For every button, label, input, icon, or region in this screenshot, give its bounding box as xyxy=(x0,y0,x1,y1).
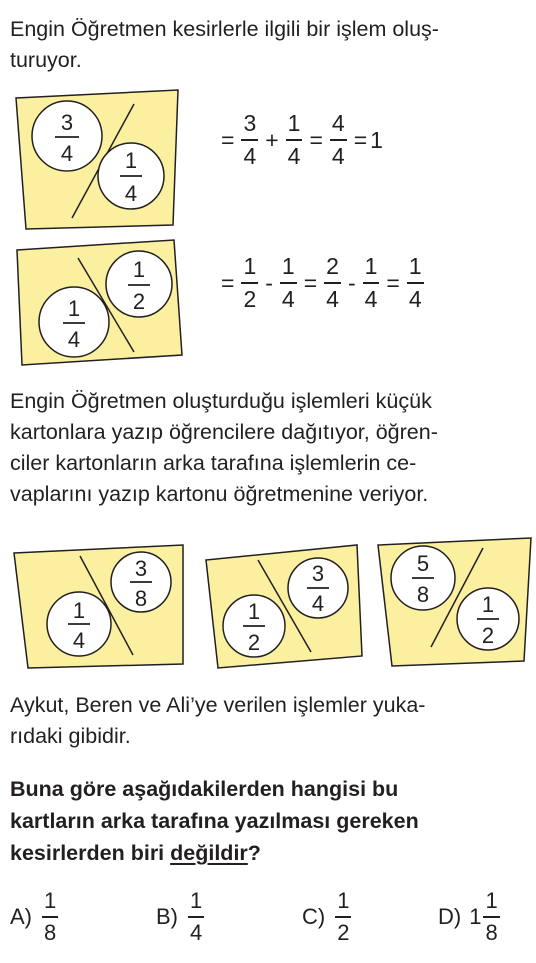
cb2-a-n: 1 xyxy=(247,599,261,624)
option-a-frac: $\frac{1}{8}$ xyxy=(44,888,57,945)
cb1-a-n: 1 xyxy=(72,598,86,623)
ct2-a-n: 1 xyxy=(132,257,146,282)
option-c-frac: $\frac{1}{2}$ xyxy=(337,888,350,945)
option-c-label: C) xyxy=(302,904,326,929)
option-a-label: A) xyxy=(10,904,32,929)
p3-line-2: rıdaki gibidir. xyxy=(10,724,131,748)
card-bottom-2 xyxy=(206,545,362,668)
p2-line-1: Engin Öğretmen oluşturduğu işlemleri küçük xyxy=(10,389,432,413)
option-a[interactable] xyxy=(10,890,62,944)
card-bottom-3 xyxy=(378,538,531,666)
paragraph-2 xyxy=(10,386,522,510)
eq2-frac-5: $\frac{1}{4}$ xyxy=(408,253,422,312)
q-line-2: kartların arka tarafına yazılması gereken xyxy=(10,809,419,833)
card-top-2 xyxy=(17,240,182,365)
q-line-1: Buna göre aşağıdakilerden hangisi bu xyxy=(10,777,399,801)
ct2-a-d: 2 xyxy=(132,289,146,314)
option-b[interactable] xyxy=(156,890,208,944)
eq1-frac-3: $\frac{4}{4}$ xyxy=(331,110,345,169)
ct1-a-n: 3 xyxy=(60,110,74,135)
cb1-a-d: 4 xyxy=(72,628,86,653)
option-d[interactable] xyxy=(438,890,504,944)
eq2-frac-3: $\frac{2}{4}$ xyxy=(326,253,339,312)
eq1-result: 1 xyxy=(370,126,383,153)
q-line-3: kesirlerden biri değildir? xyxy=(10,841,261,865)
option-b-label: B) xyxy=(156,904,178,929)
p2-line-4: vaplarını yazıp kartonu öğretmenine veriyor. xyxy=(10,482,429,506)
equation-1: = $\frac{3}{4}$ + $\frac{1}{4}$ = $\frac{4}{4}$ = 1 xyxy=(221,110,383,169)
cb3-b-d: 2 xyxy=(481,623,495,648)
cb2-a-d: 2 xyxy=(247,630,261,655)
eq1-frac-1: $\frac{3}{4}$ xyxy=(243,110,257,169)
p2-line-2: kartonlara yazıp öğrencilere dağıtıyor, öğren- xyxy=(10,420,438,444)
ct2-b-n: 1 xyxy=(67,296,81,321)
option-d-whole: 1 xyxy=(469,904,482,929)
cb3-a-d: 8 xyxy=(416,582,430,607)
equation-2: = $\frac{1}{2}$ - $\frac{1}{4}$ = $\frac{2}{4}$ - $\frac{1}{4}$ = $\frac{1}{4}$ xyxy=(221,253,422,312)
eq2-frac-4: $\frac{1}{4}$ xyxy=(364,253,378,312)
option-d-label: D) xyxy=(438,904,462,929)
ct2-b-d: 4 xyxy=(67,327,81,352)
option-d-frac: $\frac{1}{8}$ xyxy=(485,888,498,945)
cb3-a-n: 5 xyxy=(416,551,430,576)
q-underlined-word: değildir xyxy=(170,841,248,865)
eq1-frac-2: $\frac{1}{4}$ xyxy=(287,110,301,169)
intro-line-1: Engin Öğretmen kesirlerle ilgili bir işlem oluş- xyxy=(10,17,439,41)
cb1-b-n: 3 xyxy=(134,556,148,581)
intro-line-2: turuyor. xyxy=(10,48,82,72)
ct1-b-d: 4 xyxy=(124,181,138,206)
ct1-b-n: 1 xyxy=(124,148,138,173)
option-c[interactable] xyxy=(302,890,355,944)
ct1-a-d: 4 xyxy=(60,141,74,166)
question-text xyxy=(10,773,522,869)
eq2-frac-2: $\frac{1}{4}$ xyxy=(281,253,295,312)
eq2-frac-1: $\frac{1}{2}$ xyxy=(243,253,257,312)
cb3-b-n: 1 xyxy=(481,592,495,617)
card-bottom-1 xyxy=(14,545,183,668)
paragraph-3 xyxy=(10,690,522,752)
cb2-b-n: 3 xyxy=(311,561,325,586)
cb2-b-d: 4 xyxy=(311,591,325,616)
cb1-b-d: 8 xyxy=(134,586,148,611)
card-top-1 xyxy=(16,90,178,229)
p2-line-3: ciler kartonların arka tarafına işlemlerin ce- xyxy=(10,451,417,475)
option-b-frac: $\frac{1}{4}$ xyxy=(190,888,203,945)
p3-line-1: Aykut, Beren ve Ali’ye verilen işlemler yuka- xyxy=(10,693,426,717)
